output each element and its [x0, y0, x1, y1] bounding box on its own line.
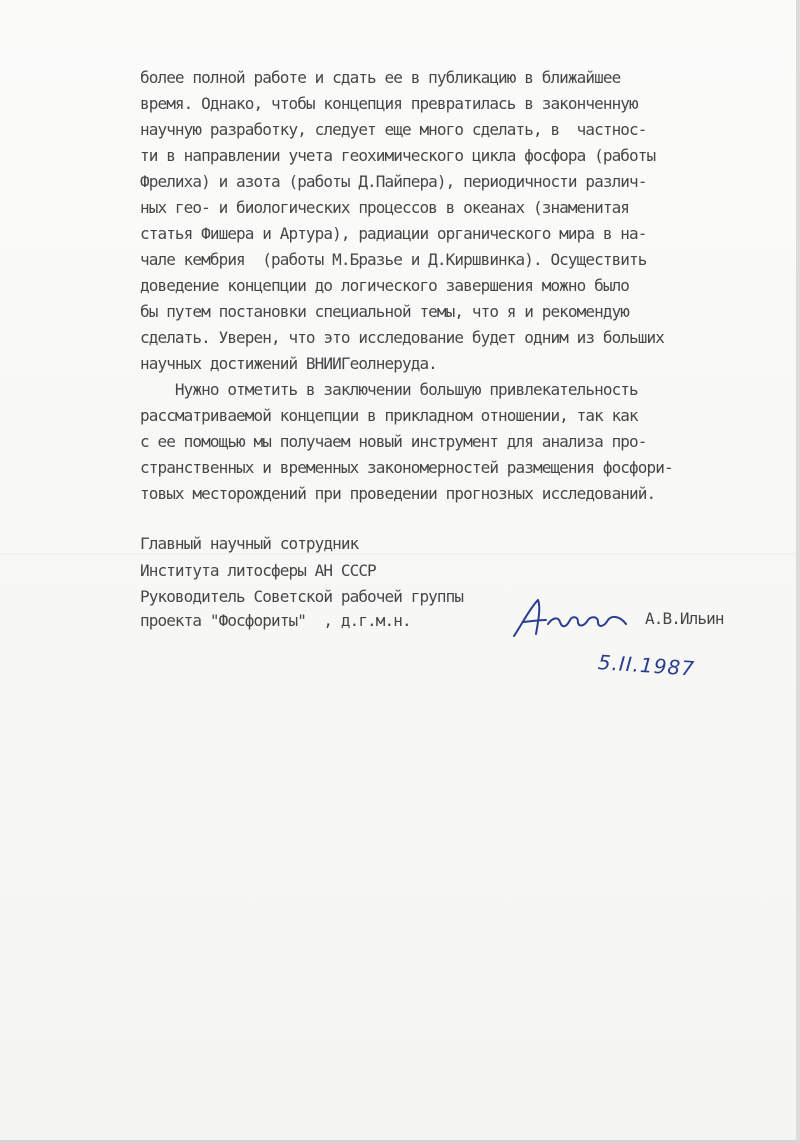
body-line: с ее помощью мы получаем новый инструмент для анализа про-: [140, 432, 647, 451]
handwritten-date: 5.II.1987: [597, 650, 696, 681]
body-line: ных гео- и биологических процессов в океанах (знаменитая: [140, 198, 630, 217]
body-line: ти в направлении учета геохимического цикла фосфора (работы: [140, 146, 656, 165]
handwritten-signature: [508, 594, 633, 644]
signatory-project: проекта "Фосфориты" , д.г.м.н.: [140, 611, 411, 630]
body-line: статья Фишера и Артура), радиации органического мира в на-: [140, 224, 647, 243]
body-line: время. Однако, чтобы концепция превратилась в законченную: [140, 94, 638, 113]
signatory-title: Главный научный сотрудник: [140, 534, 359, 553]
body-line: бы путем постановки специальной темы, что я и рекомендую: [140, 302, 630, 321]
signatory-role: Руководитель Советской рабочей группы: [140, 587, 464, 606]
body-line: более полной работе и сдать ее в публикацию в ближайшее: [140, 68, 621, 87]
body-line: рассматриваемой концепции в прикладном отношении, так как: [140, 406, 638, 425]
signatory-institution: Института литосферы АН СССР: [140, 561, 376, 580]
body-line: товых месторождений при проведении прогнозных исследований.: [140, 484, 656, 503]
body-line: Нужно отметить в заключении большую привлекательность: [140, 380, 638, 399]
body-line: научных достижений ВНИИГеолнеруда.: [140, 354, 437, 373]
body-line: сделать. Уверен, что это исследование будет одним из больших: [140, 328, 664, 347]
body-line: чале кембрия (работы М.Бразье и Д.Киршвинка). Осуществить: [140, 250, 647, 269]
signatory-name: А.В.Ильин: [645, 609, 724, 628]
paper-edge-right: [796, 0, 800, 1143]
body-line: странственных и временных закономерностей размещения фосфори-: [140, 458, 673, 477]
body-line: доведение концепции до логического завершения можно было: [140, 276, 630, 295]
body-line: Фрелиха) и азота (работы Д.Пайпера), периодичности различ-: [140, 172, 647, 191]
body-line: научную разработку, следует еще много сделать, в частнос-: [140, 120, 647, 139]
